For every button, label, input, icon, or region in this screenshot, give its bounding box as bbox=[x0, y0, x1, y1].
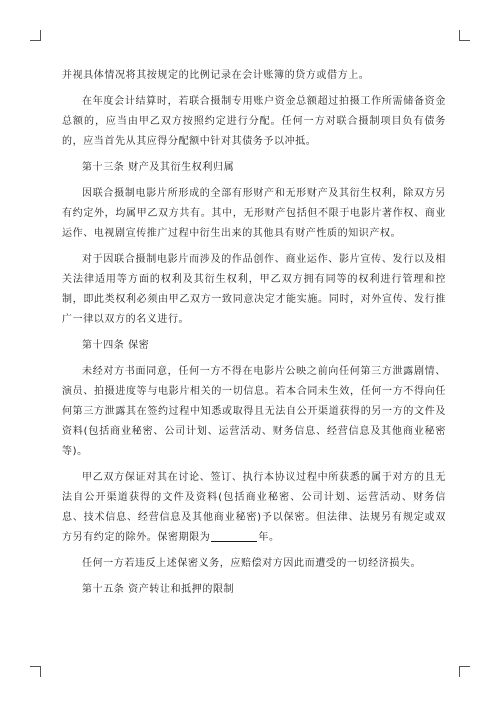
article-14-paragraph-3: 任何一方若违反上述保密义务，应赔偿对方因此而遭受的一切经济损失。 bbox=[82, 558, 422, 569]
crop-mark-top-right bbox=[459, 30, 470, 41]
document-body bbox=[62, 66, 446, 606]
article-13-heading: 第十三条 财产及其衍生权利归属 bbox=[82, 162, 235, 173]
article-14-paragraph-2-end: 年。 bbox=[258, 532, 280, 543]
crop-mark-top-left bbox=[30, 30, 41, 41]
article-13-paragraph-2: 对于因联合摄制电影片而涉及的作品创作、商业运作、影片宣传、发行以及相关法律适用等方面的权利及其衍生权利，甲乙双方拥有同等的权利进行管理和控制，即此类权利必须由甲乙双方一致同意决定才能实施。同时，对外宣传、发行推广一律以双方的名义进行。 bbox=[62, 254, 446, 325]
paragraph-annual-settlement: 在年度会计结算时，若联合摄制专用账户资金总额超过拍摄工作所需储备资金总额的，应当由甲乙双方按照约定进行分配。任何一方对联合摄制项目负有债务的，应当首先从其应得分配额中针对其债务予以冲抵。 bbox=[62, 96, 446, 147]
paragraph-continued: 并视具体情况将其按规定的比例记录在会计账簿的贷方或借方上。 bbox=[62, 70, 370, 81]
article-14-paragraph-2 bbox=[62, 468, 446, 548]
confidentiality-period-blank[interactable] bbox=[211, 530, 257, 542]
article-14-paragraph-1: 未经对方书面同意，任何一方不得在电影片公映之前向任何第三方泄露剧情、演员、拍摄进度等与电影片相关的一切信息。若本合同未生效，任何一方不得向任何第三方泄露其在签约过程中知悉或取得且无法自公开渠道获得的另一方的文件及资料(包括商业秘密、公司计划、运营活动、财务信息、经营信息及其他商业秘密等)。 bbox=[62, 366, 446, 457]
article-14-heading: 第十四条 保密 bbox=[82, 340, 150, 351]
crop-mark-bottom-right bbox=[459, 666, 470, 677]
crop-mark-bottom-left bbox=[30, 666, 41, 677]
article-15-heading: 第十五条 资产转让和抵押的限制 bbox=[82, 584, 235, 595]
article-13-paragraph-1: 因联合摄制电影片所形成的全部有形财产和无形财产及其衍生权利，除双方另有约定外，均属甲乙双方共有。其中，无形财产包括但不限于电影片著作权、商业运作、电视剧宣传推广过程中衍生出来的其他具有财产性质的知识产权。 bbox=[62, 188, 446, 239]
article-14-paragraph-2-text: 甲乙双方保证对其在讨论、签订、执行本协议过程中所获悉的属于对方的且无法自公开渠道获得的文件及资料(包括商业秘密、公司计划、运营活动、财务信息、技术信息、经营信息及其他商业秘密)予以保密。但法律、法规另有规定或双方另有约定的除外。保密期限为 bbox=[62, 472, 446, 543]
